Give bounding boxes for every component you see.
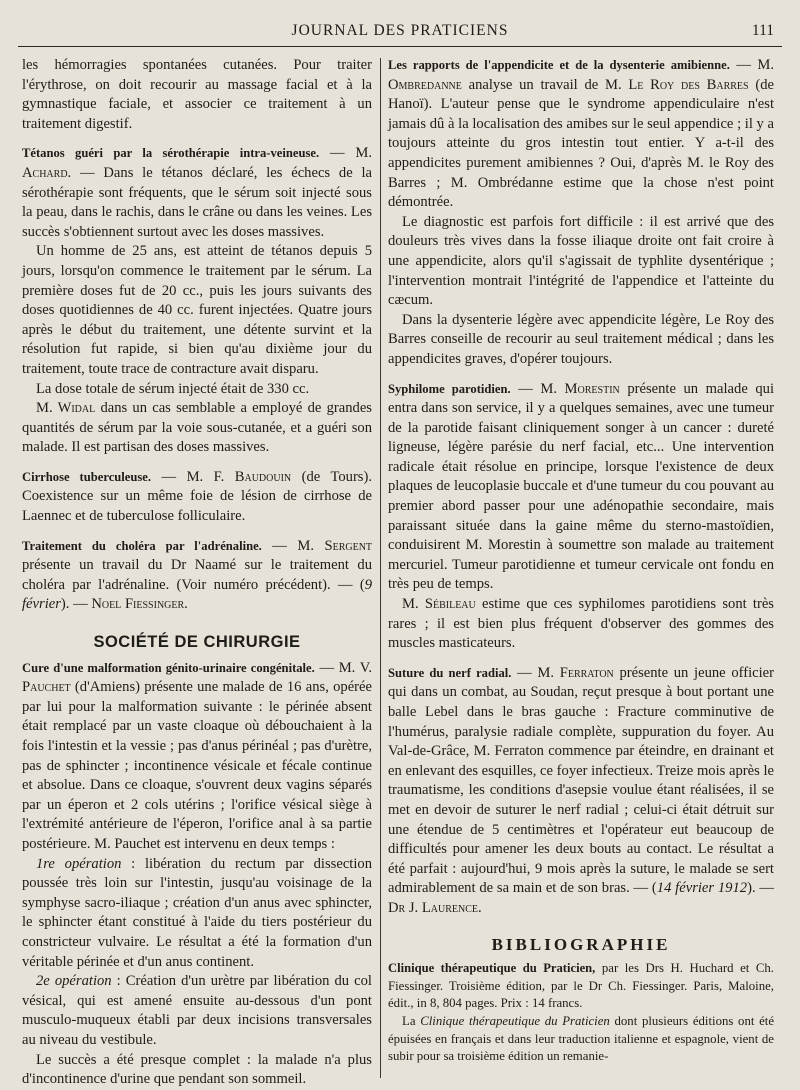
author-name: M. Sébileau xyxy=(402,596,476,613)
entry-text: par les Drs H. Huchard et Ch. Fiessinger. Troisième édition, par le Dr Ch. Fiessinger. Paris, Maloine, édit., in 8, 804 pages. Prix : 14 francs. xyxy=(388,961,774,1011)
journal-title: JOURNAL DES PRATICIENS xyxy=(291,22,509,39)
operation-label: 2e opération xyxy=(36,973,112,990)
article-cholera: Traitement du choléra par l'adrénaline. — M. Sergent présente un travail du Dr Naamé sur le traitement du choléra par l'adrénaline. (Voir numéro précédent). — (9 février). — Noel Fiessinger. xyxy=(22,537,373,613)
section-heading: SOCIÉTÉ DE CHIRURGIE xyxy=(93,633,301,652)
paragraph xyxy=(22,972,372,1050)
date: 9 février xyxy=(22,576,372,613)
paragraph-text: estime que ces syphilomes parotidiens sont très rares ; il est bien plus fréquent d'observer des gommes des muscles masticateurs. xyxy=(388,596,774,652)
author-name: M. Morestin xyxy=(540,380,620,397)
article-syphilome: Syphilome parotidien. — M. Morestin présente un malade qui entra dans son service, il y a quelques semaines, avec une tumeur de la parotide faisant cliniquement songer à un cancer : dureté ligneuse, légère parésie du nerf facial, etc... Une intervention radicale était résolue en principe, lorsque l'existence de deux plaques de leucoplasie buccale et d'une tumeur du cou pouvant au premier abord passer pour une adénopathie secondaire, mais paraissant située dans la gaine même du sterno-mastoïdien, conduisirent M. Morestin à soumettre son malade au traitement mercuriel. Tumeur parotidienne et tumeur cervicale ont fondu en très peu de temps. xyxy=(388,380,775,593)
article-title: Cirrhose tuberculeuse. xyxy=(22,469,152,484)
author-name: M. Ombredanne xyxy=(388,57,774,93)
author-name: M. Widal xyxy=(36,400,96,417)
paragraph-text: : libération du rectum par dissection poussée très loin sur l'intestin, jusqu'au voisinage de la symphyse sacro-iliaque ; création d'un anus avec sphincter, le sphincter étant constitué à l'aide du tiers postérieur du constricteur vulvaire. Le résultat a été la formation d'un véritable périnée et d'un anus continent. xyxy=(22,855,373,970)
article-text: (de Tours). Coexistence sur un même foie de lésion de cirrhose de Laennec et de tuberculose folliculaire. xyxy=(22,468,372,525)
signature: Noel Fiessinger. xyxy=(91,596,188,613)
article-text: — Dans le tétanos déclaré, les échecs de la sérothérapie sont fréquents, que le sérum soit injecté sous la peau, dans le rachis, dans le crâne ou dans les veines. Les succès s'obtiennent surtout avec les doses massives. xyxy=(22,164,372,240)
author-name: M. Sergent xyxy=(297,537,373,554)
paragraph: Le diagnostic est parfois fort difficile : il est arrivé que des douleurs très vives dans la fosse iliaque droite ont fait croire à une appendicite, alors qu'il s'agissait de typhlite dysentérique ; l'intervention montrait l'intégrité de l'appendice et l'atteinte du cæcum. xyxy=(388,213,774,309)
article-title: Suture du nerf radial. xyxy=(388,665,512,680)
date: 14 février 1912 xyxy=(656,880,748,897)
paragraph-text: dont plusieurs éditions ont été épuisées en français et dans leur traduction italienne et espagnole, vient de subir pour sa troisième édition un remanie- xyxy=(388,1013,775,1064)
paragraph xyxy=(22,855,372,973)
article-suture: Suture du nerf radial. — M. Ferraton présente un jeune officier qui dans un combat, au Soudan, reçut presque à bout portant une balle Lebel dans le bras gauche : Fracture comminutive de l'humérus, paralysie radiale complète, suppuration du foyer. Au Val-de-Grâce, M. Ferraton commence par éteindre, en drainant et en enlevant des esquilles, ce foyer infectieux. Treize mois après le traumatisme, les conditions d'asepsie voulue étant réalisées, il se met en devoir de suturer le nerf radial ; celui-ci était détruit sur une étendue de 5 centimètres et l'opérateur eut beaucoup de difficultés pour amener les deux bouts au contact. Le résultat a été parfait : aujourd'hui, 9 mois après la suture, le malade se sert admirablement de sa main et de son bras. — (14 février 1912). — Dr J. Laurence. xyxy=(388,664,774,916)
article-title: Les rapports de l'appendicite et de la dysenterie amibienne. xyxy=(388,58,730,72)
paragraph: Le succès a été presque complet : la malade n'a plus d'incontinence d'urine que pendant son sommeil. xyxy=(22,1051,372,1088)
article-cirrhose: Cirrhose tuberculeuse. — M. F. Baudouin (de Tours). Coexistence sur un même foie de lésion de cirrhose de Laennec et de tuberculose folliculaire. xyxy=(22,468,372,525)
article-cure: Cure d'une malformation génito-urinaire congénitale. — M. V. Pauchet (d'Amiens) présente une malade de 16 ans, opérée par lui pour la malformation suivante : le périnée absent était remplacé par un vaste cloaque où débouchaient à la fois l'intestin et la vessie ; pas d'anus périnéal ; pas d'urètre, pas de sphincter ; incontinence vésicale et fécale continue et absolue. Dans ce cloaque, s'ouvrent deux vagins séparés par un éperon et 2 cols utérins ; l'orifice vésical siège à l'extrémité antérieure de l'éperon, l'orifice anal à sa partie postérieure. M. Pauchet est intervenu en deux temps : xyxy=(22,659,372,852)
right-column xyxy=(388,56,774,1066)
article-text: ). — xyxy=(747,880,774,897)
author-name: M. V. Pauchet xyxy=(22,659,372,696)
paragraph-erythrose: les hémorragies spontanées cutanées. Pour traiter l'érythrose, on doit recourir au massage facial et à la gymnastique faciale, et associer ce traitement à un traitement digestif. xyxy=(22,57,372,132)
paragraph-text: La xyxy=(402,1013,421,1028)
article-text: analyse un travail de M. xyxy=(461,76,629,93)
book-title: Clinique thérapeutique du Praticien, xyxy=(388,961,596,976)
signature: Dr J. Laurence. xyxy=(388,899,482,916)
article-text: présente un jeune officier qui dans un combat, au Soudan, reçut presque à bout portant une balle Lebel dans le bras gauche : Fracture comminutive de l'humérus, paralysie radiale complète, suppuration du foyer. Au Val-de-Grâce, M. Ferraton commence par éteindre, en drainant et en enlevant des esquilles, ce foyer infectieux. Treize mois après le traumatisme, les conditions d'asepsie voulue étant réalisées, il se met en devoir de suturer le nerf radial ; celui-ci était détruit sur une étendue de 5 centimètres et l'opérateur eut beaucoup de difficultés pour amener les deux bouts au contact. Le résultat a été parfait : aujourd'hui, 9 mois après la suture, le malade se sert admirablement de sa main et de son bras. — ( xyxy=(388,664,774,897)
paragraph: Dans la dysenterie légère avec appendicite légère, Le Roy des Barres conseille de recourir au seul traitement médical ; dans les appendicites graves, d'opérer toujours. xyxy=(388,311,774,367)
author-name: M. Achard. xyxy=(22,145,372,181)
left-column xyxy=(22,56,372,1090)
paragraph: Un homme de 25 ans, est atteint de tétanos depuis 5 jours, lorsqu'on commence le traitement par le sérum. La première doses fut de 20 cc., puis les jours suivants des doses quotidiennes de 40 cc. furent injectées. Quatre jours après le début du traitement, une détente survint et la résolution fut rapide, si bien qu'au dixième jour du traitement, toute trace de contracture avait disparu. xyxy=(22,243,372,377)
article-appendicite: Les rapports de l'appendicite et de la dysenterie amibienne. — M. Ombredanne analyse un travail de M. Le Roy des Barres (de Hanoï). L'auteur pense que le syndrome appendiculaire n'est jamais dû à la localisation des amibes sur le seul appendice ; il y a toujours atteinte du gros intestin tout entier. Y a-t-il des appendicites purement amibiennes ? Oui, d'après M. le Roy des Barres ; M. Ombrédanne estime que la chose n'est point démontrée. xyxy=(388,57,774,211)
paragraph xyxy=(22,399,372,458)
paragraph xyxy=(388,1013,774,1066)
paragraph-text: : Création d'un urètre par libération du col vésical, qui est amené ensuite au-dessous d'un pont musculo-muqueux établi par deux incisions transversales au niveau du vestibule. xyxy=(22,973,372,1048)
article-tetanos: Tétanos guéri par la sérothérapie intra-veineuse. — M. Achard. — Dans le tétanos déclaré, les échecs de la sérothérapie sont fréquents, que le sérum soit injecté sous la peau, dans le rachis, dans le crâne ou dans les veines. Les succès s'obtiennent surtout avec les doses massives. xyxy=(22,145,372,240)
paragraph: La dose totale de sérum injecté était de 330 cc. xyxy=(36,380,310,397)
article-text: présente un travail du Dr Naamé sur le traitement du choléra par l'adrénaline. (Voir numéro précédent). — ( xyxy=(22,557,372,593)
author-name: Le Roy des Barres xyxy=(628,76,749,93)
article-title: Syphilome parotidien. xyxy=(388,381,511,396)
article-text: (d'Amiens) présente une malade de 16 ans, opérée par lui pour la malformation suivante : le périnée absent était remplacé par un vaste cloaque où débouchaient à la fois l'intestin et la vessie ; pas d'anus périnéal ; pas d'urètre, pas de sphincter ; incontinence vésicale et fécale continue et absolue. Dans ce cloaque, s'ouvrent deux vagins séparés par un éperon et 2 cols utérins ; l'orifice vésical siège à l'extrémité antérieure de l'éperon, l'orifice anal à sa partie postérieure. M. Pauchet est intervenu en deux temps : xyxy=(22,679,372,852)
article-text: (de Hanoï). L'auteur pense que le syndrome appendiculaire n'est jamais dû à la localisation des amibes sur le seul appendice ; il y a toujours atteinte du gros intestin tout entier. Y a-t-il des appendicites purement amibiennes ? Oui, d'après M. le Roy des Barres ; M. Ombrédanne estime que la chose n'est point démontrée. xyxy=(388,76,774,211)
article-title: Tétanos guéri par la sérothérapie intra-veineuse. xyxy=(22,146,320,161)
operation-label: 1re opération xyxy=(36,855,122,872)
column-divider xyxy=(380,58,381,1078)
article-title: Traitement du choléra par l'adrénaline. xyxy=(22,538,262,553)
article-title: Cure d'une malformation génito-urinaire congénitale. xyxy=(22,660,315,675)
bibliography-heading: BIBLIOGRAPHIE xyxy=(491,934,671,954)
page-number: 111 xyxy=(751,22,774,39)
bibliography-entry xyxy=(388,960,774,1013)
author-name: M. Ferraton xyxy=(537,664,614,681)
book-title-italic: Clinique thérapeutique du Praticien xyxy=(420,1013,610,1028)
paragraph xyxy=(388,595,774,654)
article-text: ). — xyxy=(60,596,92,613)
paragraph-text: dans un cas semblable a employé de grandes quantités de sérum par la voie sous-cutanée, et a guéri son malade. Il est partisan des doses massives. xyxy=(22,400,372,456)
running-header xyxy=(18,22,782,47)
author-name: M. F. Baudouin xyxy=(186,468,292,485)
article-text: présente un malade qui entra dans son service, il y a quelques semaines, avec une tumeur de la parotide faisant cliniquement songer à un cancer : dureté ligneuse, légère parésie du nerf facial, etc... Une intervention radicale était résolue en principe, lorsque l'existence de deux plaques de leucoplasie buccale et d'une tumeur du cou pouvant au premier abord passer pour une adénopathie secondaire, mais paraissant située dans la gaine même du sterno-mastoïdien, conduisirent M. Morestin à soumettre son malade au traitement mercuriel. Tumeur parotidienne et tumeur cervicale ont fondu en très peu de temps. xyxy=(388,380,775,593)
